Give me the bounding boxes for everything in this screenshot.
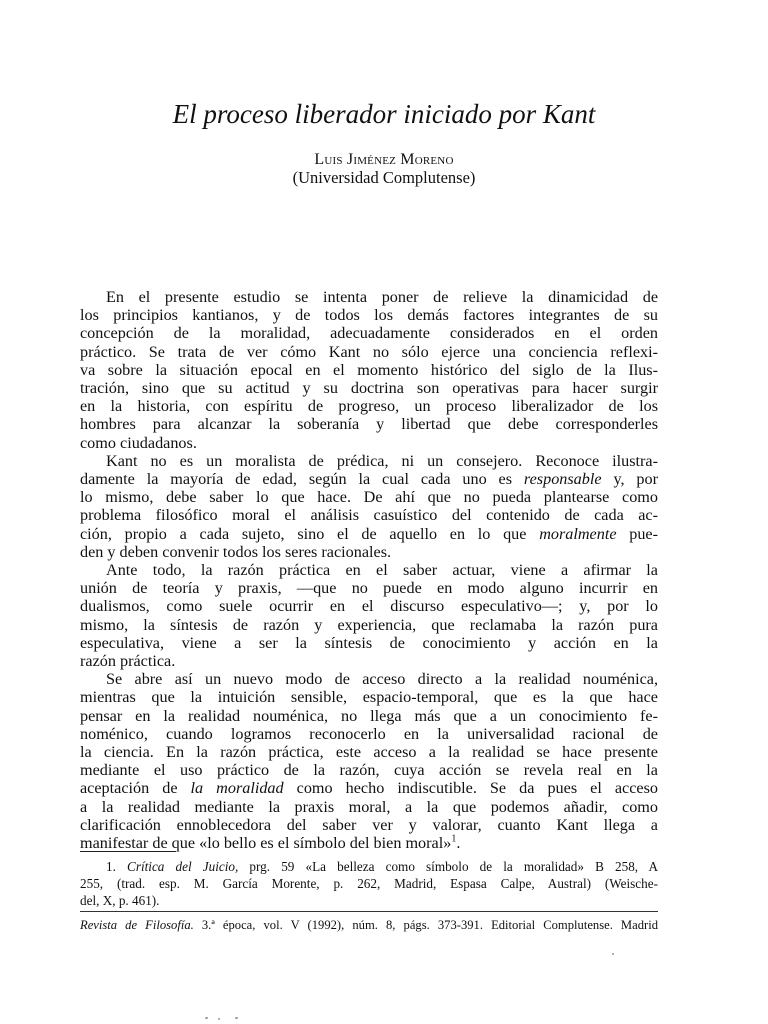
text-run: ción, propio a cada sujeto, sino el de aquello en lo que [80,524,540,543]
text-run: pensar en la realidad nouménica, no llega más que a un conocimiento fe- [80,706,658,725]
text-run: aceptación de [80,779,191,798]
italic-text: moralmente [539,524,617,543]
text-line [80,688,658,706]
text-line [80,488,658,506]
scan-speck [218,1018,220,1020]
italic-text: la moralidad [190,779,284,798]
text-run: la ciencia. En la razón práctica, este acceso a la realidad se hace presente [80,743,658,762]
text-line [80,779,658,797]
journal-citation [80,917,658,933]
text-run: manifestar de que «lo bello es el símbolo del bien moral» [80,834,452,853]
text-line [80,670,658,688]
italic-text: Revista de Filosofía. [80,918,194,932]
text-line [80,288,658,306]
text-line [80,397,658,415]
text-run: 3.ª época, vol. V (1992), núm. 8, págs. 373-391. Editorial Complutense. Madrid [193,918,659,932]
text-line [80,525,658,543]
author-name: Luis Jiménez Moreno [314,151,454,168]
text-run: razón práctica. [80,652,176,671]
text-run: En el presente estudio se intenta poner de relieve la dinamicidad de [106,288,658,306]
text-line [80,597,658,615]
text-line [80,707,658,725]
text-run: los principios kantianos, y de todos los demás factores integrantes de su [80,306,658,325]
text-run: especulativa, viene a ser la síntesis de conocimiento y acción en la [80,633,658,652]
footnote-line [80,892,658,909]
text-run: en la historia, con espíritu de progreso, un proceso liberalizador de los [80,397,658,416]
text-line [80,361,658,379]
text-run: pue- [616,524,658,543]
text-run: problema filosófico moral el análisis casuístico del contenido de cada ac- [80,506,658,525]
text-run: Ante todo, la razón práctica en el saber actuar, viene a afirmar la [106,561,658,580]
text-run: noménico, cuando logramos reconocerlo en la universalidad racional de [80,724,658,743]
text-line [80,725,658,743]
text-run: del, X, p. 461). [80,893,160,908]
text-run: 255, (trad. esp. M. García Morente, p. 262, Madrid, Espasa Calpe, Austral) (Weische- [80,876,658,891]
text-line [80,379,658,397]
author-affiliation: (Universidad Complutense) [292,168,476,187]
text-line [80,561,658,579]
text-run: Se abre así un nuevo modo de acceso directo a la realidad nouménica, [106,670,658,689]
text-run: lo mismo, debe saber lo que hace. De ahí que no pueda plantearse como [80,488,658,507]
journal-rule [80,911,658,912]
text-run: dualismos, como suele ocurrir en el discurso especulativo—; y, por lo [80,597,658,616]
article-title: El proceso liberador iniciado por Kant [172,99,596,129]
italic-text: responsable [523,470,602,489]
text-run: damente la mayoría de edad, según la cual cada uno es [80,470,524,489]
text-run: mismo, la síntesis de razón y experiencia, que reclamaba la razón pura [80,615,658,634]
text-run: tración, sino que su actitud y su doctrina son operativas para hacer surgir [80,379,658,398]
text-run: Kant no es un moralista de prédica, ni un consejero. Reconoce ilustra- [106,451,658,470]
text-run: 1. [106,859,128,874]
text-run: va sobre la situación epocal en el momento histórico del siglo de la Ilus- [80,360,658,379]
text-line [80,543,658,561]
scan-speck [205,1017,208,1019]
text-run: clarificación ennoblecedora del saber ver y valorar, cuanto Kant llega a [80,815,658,834]
text-line [80,761,658,779]
text-run: como ciudadanos. [80,433,197,452]
text-line [80,816,658,834]
text-line [80,652,658,670]
footnote-separator [80,851,176,852]
text-run: prg. 59 «La belleza como símbolo de la moralidad» B 258, A [238,859,659,874]
footnote-line [80,875,658,892]
italic-text: Crítica del Juicio, [127,859,239,874]
text-run: como hecho indiscutible. Se da pues el acceso [283,779,658,798]
text-run: concepción de la moralidad, adecuadamente considerados en el orden [80,324,658,343]
text-line [80,306,658,324]
text-run: den y deben convenir todos los seres racionales. [80,542,392,561]
text-line [80,834,658,852]
text-line [80,452,658,470]
text-line [80,579,658,597]
text-line [80,634,658,652]
text-run: . [456,834,461,853]
text-line [80,506,658,524]
text-line [80,616,658,634]
text-line [80,798,658,816]
text-run: mediante el uso práctico de la razón, cuya acción se revela real en la [80,761,658,780]
footnote-ref: 1 [451,833,457,845]
text-line [80,343,658,361]
text-line [80,415,658,433]
text-line [80,324,658,342]
scan-speck [235,1017,238,1019]
text-run: hombres para alcanzar la soberanía y libertad que debe corresponderles [80,415,658,434]
text-run: y, por [601,470,658,489]
body-text [80,288,658,852]
scan-speck [612,953,614,955]
footnote [80,858,658,909]
text-line [80,434,658,452]
text-line [80,743,658,761]
footnote-line [80,858,658,875]
text-run: unión de teoría y praxis, —que no puede en modo alguno incurrir en [80,579,658,598]
text-run: a la realidad mediante la praxis moral, a la que podemos añadir, como [80,797,658,816]
text-run: mientras que la intuición sensible, espacio-temporal, que es la que hace [80,688,658,707]
text-run: práctico. Se trata de ver cómo Kant no sólo ejerce una conciencia reflexi- [80,342,658,361]
text-line [80,470,658,488]
